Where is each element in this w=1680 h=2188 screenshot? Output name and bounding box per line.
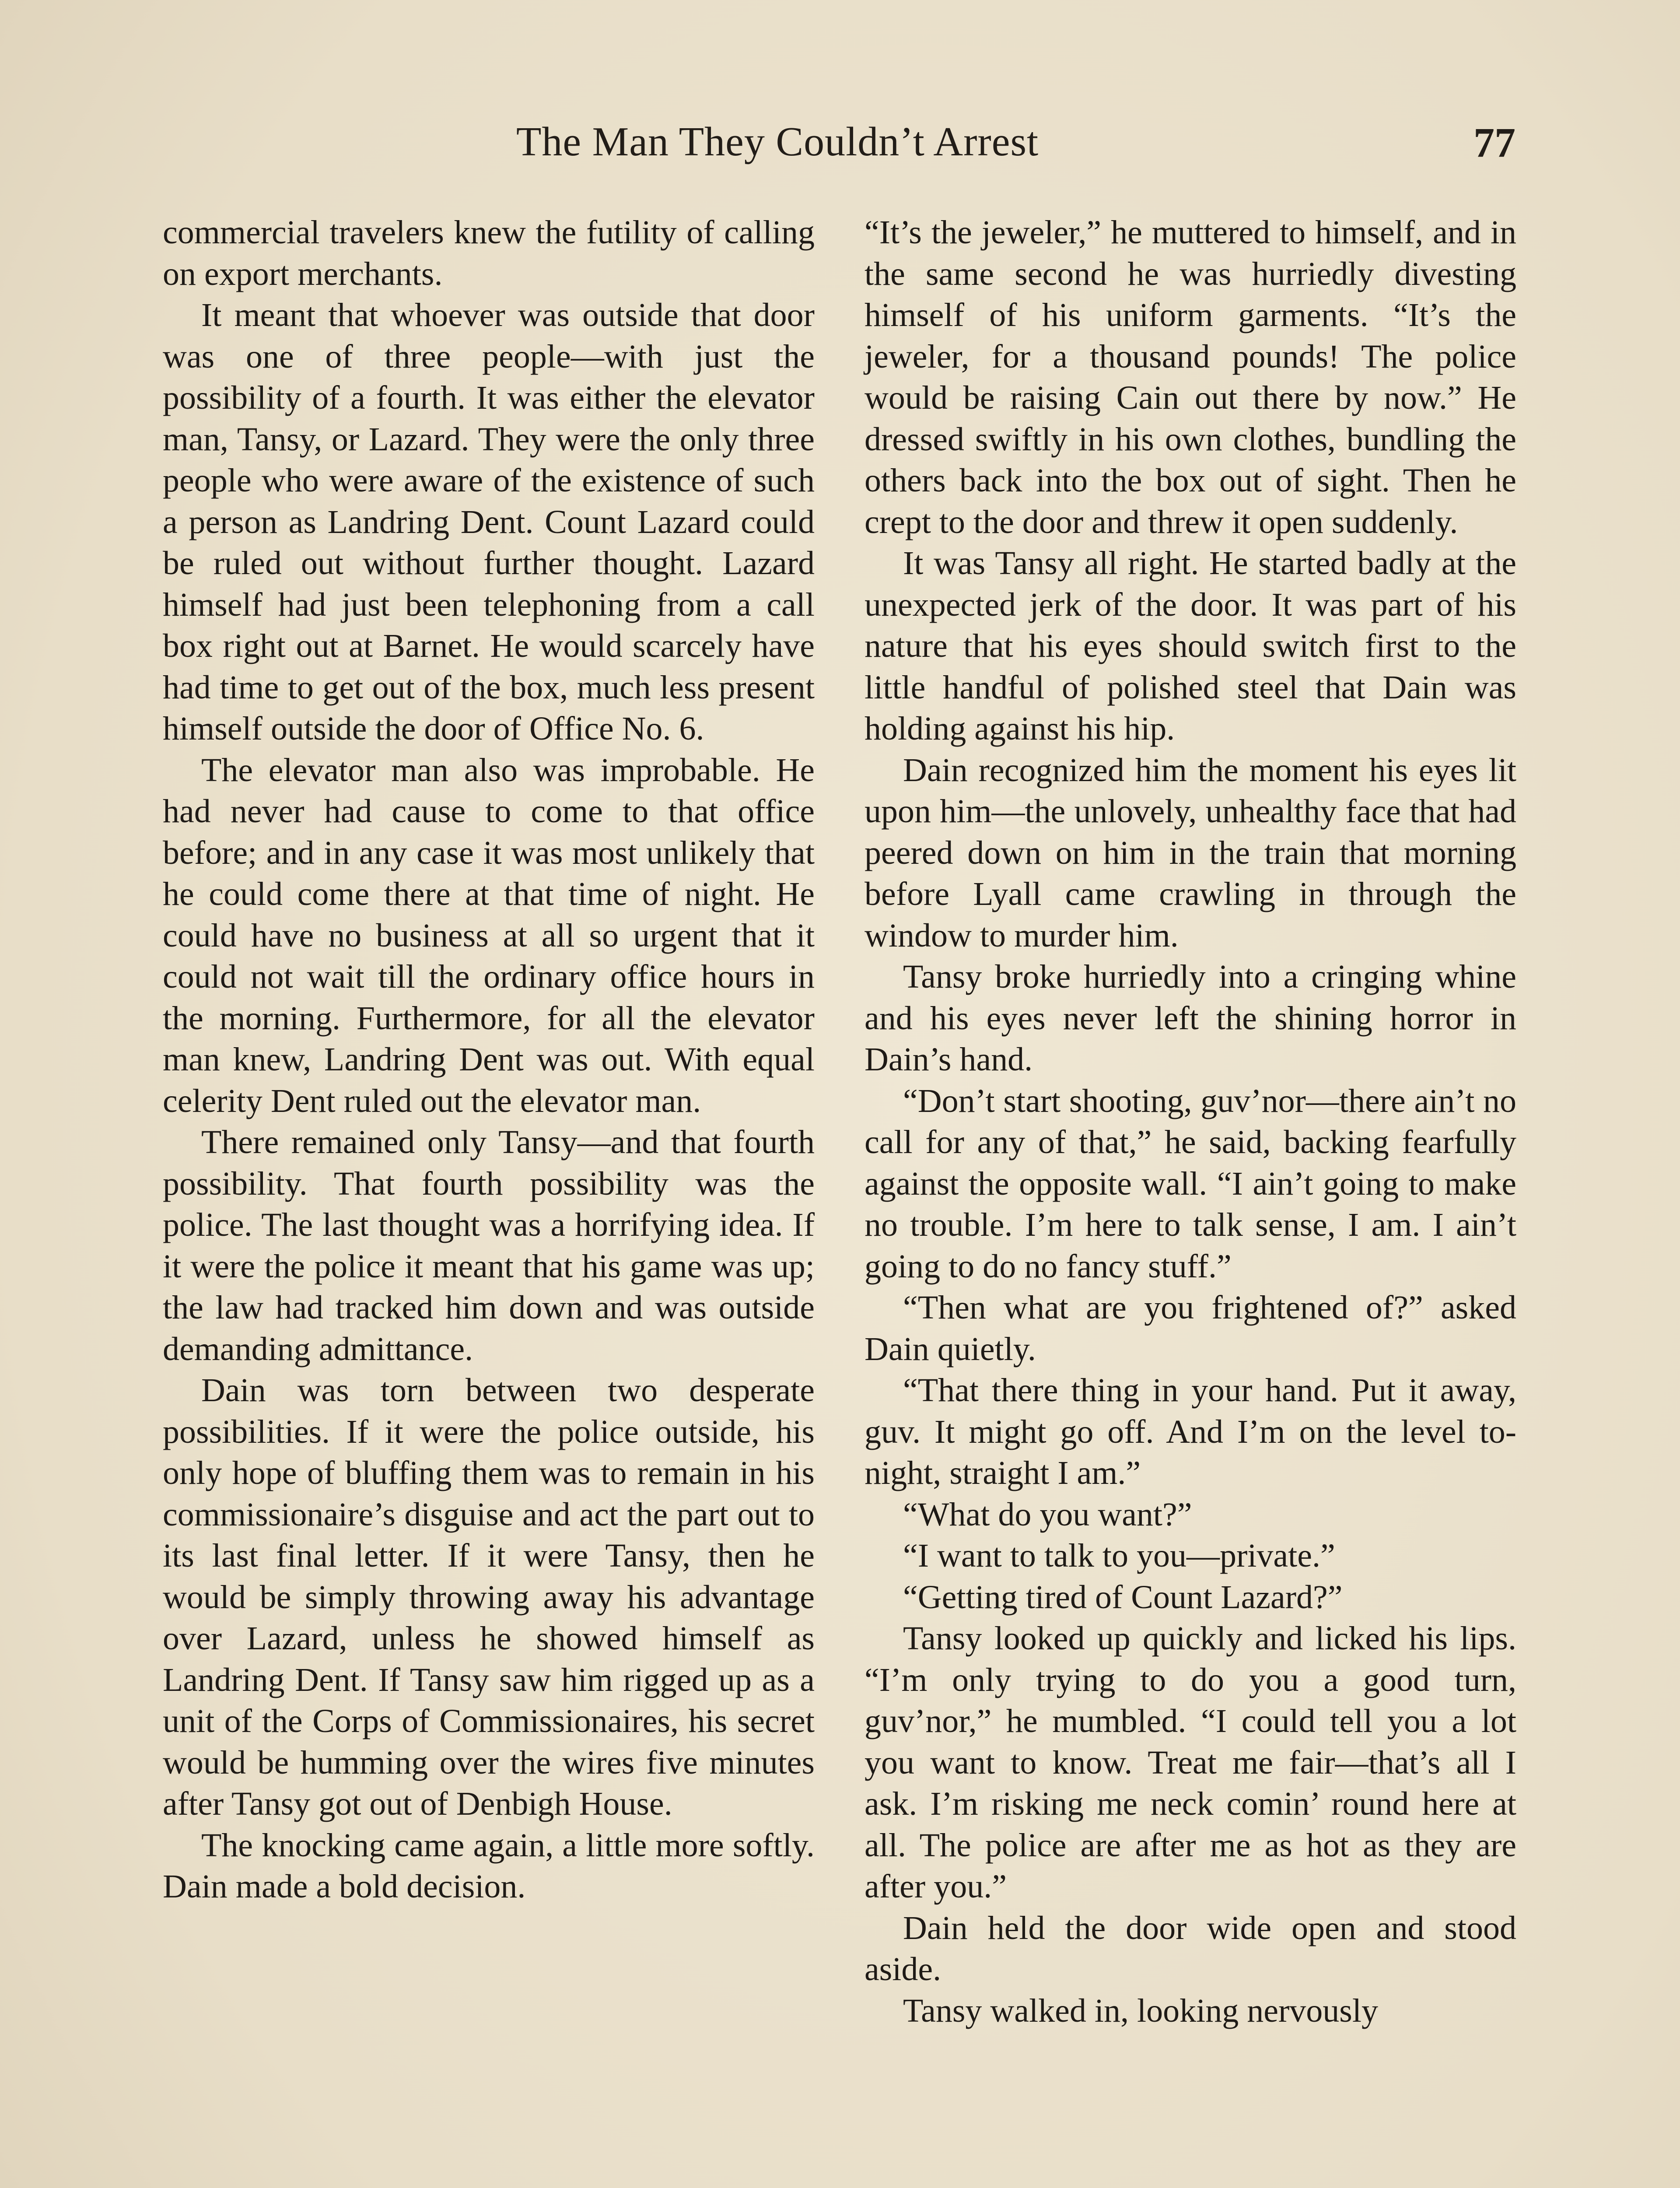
paragraph: “Then what are you frightened of?” asked Dain quietly. [864,1289,1516,1368]
right-column [864,212,1516,2031]
running-title: The Man They Couldn’t Arrest [516,119,1039,165]
paragraph: “What do you want?” [903,1496,1192,1533]
page-number: 77 [1474,119,1516,166]
paragraph: Dain held the door wide open and stood aside. [864,1909,1516,1988]
paragraph: “I want to talk to you—private.” [903,1537,1335,1574]
paragraph: It meant that whoever was outside that door was one of three people—with just the possibility of a fourth. It was either the elevator man, Tansy, or Lazard. They were the only three people who were aware of the existence of such a person as Landring Dent. Count Lazard could be ruled out without further thought. Lazard himself had just been telephoning from a call box right out at Barnet. He would scarcely have had time to get out of the box, much less present himself outside the door of Office No. 6. [163,297,815,747]
paragraph: Tansy looked up quickly and licked his lips. “I’m only trying to do you a good turn, guv’nor,” he mumbled. “I could tell you a lot you want to know. Treat me fair—that’s all I ask. I’m risking me neck comin’ round here at all. The police are after me as hot as they are after you.” [864,1620,1516,1905]
paragraph: “It’s the jeweler,” he muttered to himself, and in the same second he was hurriedly divesting himself of his uniform garments. “It’s the jeweler, for a thousand pounds! The police would be raising Cain out there by now.” He dressed swiftly in his own clothes, bundling the others back into the box out of sight. Then he crept to the door and threw it open suddenly. [864,214,1516,540]
paragraph: The knocking came again, a little more softly. Dain made a bold decision. [163,1827,815,1905]
left-column [163,212,815,1907]
paragraph: commercial travelers knew the futility of calling on export merchants. [163,214,815,292]
paragraph: Tansy broke hurriedly into a cringing whine and his eyes never left the shining horror in Dain’s hand. [864,958,1516,1078]
paragraph: “Don’t start shooting, guv’nor—there ain’t no call for any of that,” he said, backing fearfully against the opposite wall. “I ain’t going to make no trouble. I’m here to talk sense, I am. I ain’t going to do no fancy stuff.” [864,1082,1516,1285]
paragraph: “Getting tired of Count Lazard?” [903,1578,1343,1616]
paragraph: It was Tansy all right. He started badly at the unexpected jerk of the door. It was part of his nature that his eyes should switch first to the little handful of polished steel that Dain was holding against his hip. [864,545,1516,747]
paragraph: Tansy walked in, looking nervously [903,1992,1378,2029]
paragraph: Dain was torn between two desperate possibilities. If it were the police outside, his only hope of bluffing them was to remain in his commissionaire’s disguise and act the part out to its last final letter. If it were Tansy, then he would be simply throwing away his advantage over Lazard, unless he showed himself as Landring Dent. If Tansy saw him rigged up as a unit of the Corps of Commissionaires, his secret would be humming over the wires five minutes after Tansy got out of Denbigh House. [163,1372,815,1822]
paragraph: “That there thing in your hand. Put it away, guv. It might go off. And I’m on the level to-night, straight I am.” [864,1372,1516,1491]
paragraph: The elevator man also was improbable. He had never had cause to come to that office before; and in any case it was most unlikely that he could come there at that time of night. He could have no business at all so urgent that it could not wait till the ordinary office hours in the morning. Furthermore, for all the elevator man knew, Landring Dent was out. With equal celerity Dent ruled out the elevator man. [163,751,815,1119]
paragraph: Dain recognized him the moment his eyes lit upon him—the unlovely, unhealthy face that had peered down on him in the train that morning before Lyall came crawling in through the window to murder him. [864,751,1516,954]
paragraph: There remained only Tansy—and that fourth possibility. That fourth possibility was the police. The last thought was a horrifying idea. If it were the police it meant that his game was up; the law had tracked him down and was outside demanding admittance. [163,1124,815,1368]
